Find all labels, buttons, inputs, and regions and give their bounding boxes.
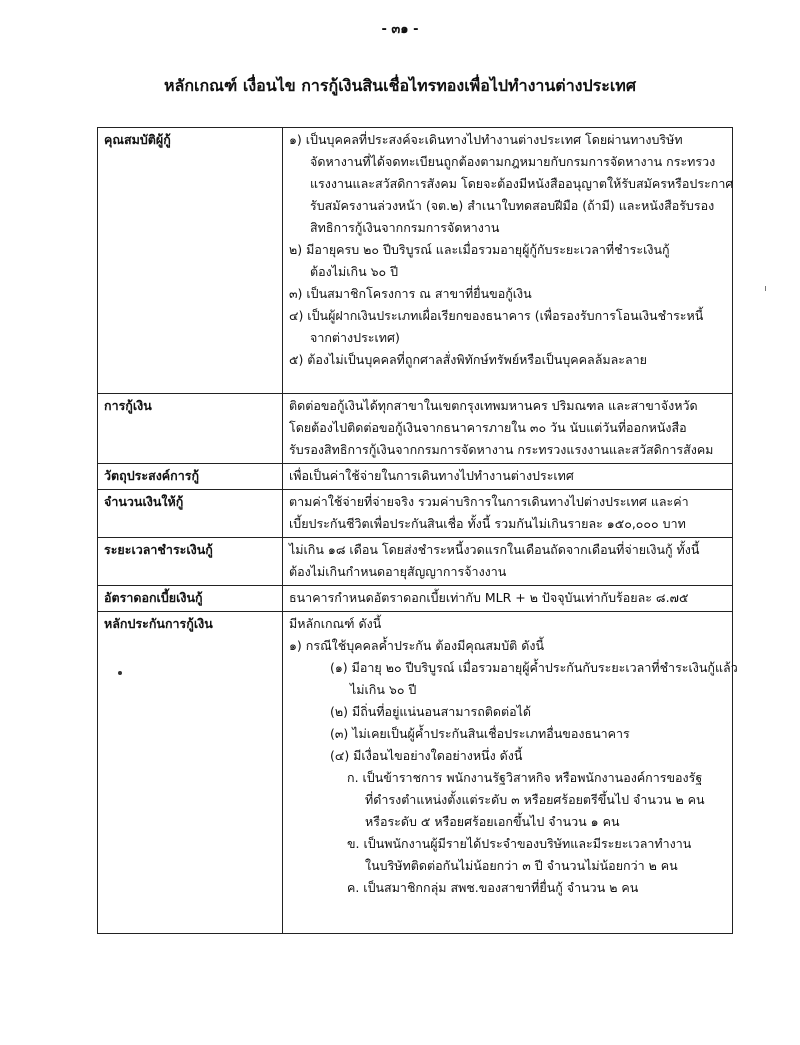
collateral-line: (๑) มีอายุ ๒๐ ปีบริบูรณ์ เมื่อรวมอายุผู้ค้ำประกันกับระยะเวลาที่ชำระเงินกู้แล้ว <box>330 660 738 675</box>
qualification-line: จัดหางานที่ได้จดทะเบียนถูกต้องตามกฎหมายกับกรมการจัดหางาน กระทรวง <box>310 154 716 169</box>
row-label: หลักประกันการกู้เงิน <box>98 612 283 934</box>
loan-line: รับรองสิทธิการกู้เงินจากกรมการจัดหางาน กระทรวงแรงงานและสวัสดิการสังคม <box>289 442 714 457</box>
table-row <box>98 586 733 612</box>
collateral-line: (๔) มีเงื่อนไขอย่างใดอย่างหนึ่ง ดังนี้ <box>330 748 523 763</box>
qualification-line: ๕) ต้องไม่เป็นบุคคลที่ถูกศาลสั่งพิทักษ์ทรัพย์หรือเป็นบุคคลล้มละลาย <box>289 352 647 367</box>
qualification-line: ต้องไม่เกิน ๖๐ ปี <box>310 264 399 279</box>
page-number: - ๓๑ - <box>381 22 419 37</box>
row-label: จำนวนเงินให้กู้ <box>98 490 283 538</box>
rate-line: ธนาคารกำหนดอัตราดอกเบี้ยเท่ากับ MLR + ๒ ปัจจุบันเท่ากับร้อยละ ๘.๗๕ <box>289 590 689 605</box>
qualification-line: แรงงานและสวัสดิการสังคม โดยจะต้องมีหนังสืออนุญาตให้รับสมัครหรือประกาศ <box>310 176 734 191</box>
collateral-line: ที่ดำรงตำแหน่งตั้งแต่ระดับ ๓ หรือยศร้อยตรีขึ้นไป จำนวน ๒ คน <box>365 792 705 807</box>
row-label: วัตถุประสงค์การกู้ <box>98 464 283 490</box>
collateral-line: ก. เป็นข้าราชการ พนักงานรัฐวิสาหกิจ หรือพนักงานองค์การของรัฐ <box>347 770 703 785</box>
term-line: ไม่เกิน ๑๘ เดือน โดยส่งชำระหนี้งวดแรกในเดือนถัดจากเดือนที่จ่ายเงินกู้ ทั้งนี้ <box>289 542 700 557</box>
collateral-line: มีหลักเกณฑ์ ดังนี้ <box>289 616 382 631</box>
scan-speck <box>118 671 122 675</box>
qualification-line: สิทธิการกู้เงินจากกรมการจัดหางาน <box>310 220 500 235</box>
row-label: ระยะเวลาชำระเงินกู้ <box>98 538 283 586</box>
amount-line: เบี้ยประกันชีวิตเพื่อประกันสินเชื่อ ทั้งนี้ รวมกันไม่เกินรายละ ๑๕๐,๐๐๐ บาท <box>289 516 686 531</box>
row-content <box>283 128 733 394</box>
row-label: อัตราดอกเบี้ยเงินกู้ <box>98 586 283 612</box>
table-row <box>98 394 733 464</box>
row-content <box>283 586 733 612</box>
page-title: หลักเกณฑ์ เงื่อนไข การกู้เงินสินเชื่อไทรทองเพื่อไปทำงานต่างประเทศ <box>163 76 637 95</box>
loan-line: ติดต่อขอกู้เงินได้ทุกสาขาในเขตกรุงเทพมหานคร ปริมณฑล และสาขาจังหวัด <box>289 398 698 413</box>
loan-criteria-table <box>97 127 738 934</box>
collateral-line: ๑) กรณีใช้บุคคลค้ำประกัน ต้องมีคุณสมบัติ ดังนี้ <box>289 638 544 653</box>
collateral-line: ค. เป็นสมาชิกกลุ่ม สพช.ของสาขาที่ยื่นกู้ จำนวน ๒ คน <box>347 880 639 895</box>
loan-line: โดยต้องไปติดต่อขอกู้เงินจากธนาคารภายใน ๓๐ วัน นับแต่วันที่ออกหนังสือ <box>289 420 687 435</box>
table-row <box>98 128 733 394</box>
row-content <box>283 464 733 490</box>
table-row <box>98 612 733 934</box>
purpose-line: เพื่อเป็นค่าใช้จ่ายในการเดินทางไปทำงานต่างประเทศ <box>289 468 574 483</box>
scan-mark <box>765 286 766 291</box>
qualification-line: จากต่างประเทศ) <box>310 330 400 345</box>
qualification-line: ๓) เป็นสมาชิกโครงการ ณ สาขาที่ยื่นขอกู้เงิน <box>289 286 532 301</box>
row-content <box>283 490 733 538</box>
collateral-line: ข. เป็นพนักงานผู้มีรายได้ประจำของบริษัทและมีระยะเวลาทำงาน <box>347 836 692 851</box>
table-row <box>98 464 733 490</box>
term-line: ต้องไม่เกินกำหนดอายุสัญญาการจ้างงาน <box>289 564 507 579</box>
row-content <box>283 538 733 586</box>
collateral-line: ในบริษัทติดต่อกันไม่น้อยกว่า ๓ ปี จำนวนไม่น้อยกว่า ๒ คน <box>365 858 678 873</box>
row-label: คุณสมบัติผู้กู้ <box>98 128 283 394</box>
collateral-line: (๓) ไม่เคยเป็นผู้ค้ำประกันสินเชื่อประเภทอื่นของธนาคาร <box>330 726 630 741</box>
qualification-line: ๔) เป็นผู้ฝากเงินประเภทเผื่อเรียกของธนาคาร (เพื่อรองรับการโอนเงินชำระหนี้ <box>289 308 704 323</box>
collateral-line: (๒) มีถิ่นที่อยู่แน่นอนสามารถติดต่อได้ <box>330 704 532 719</box>
amount-line: ตามค่าใช้จ่ายที่จ่ายจริง รวมค่าบริการในการเดินทางไปต่างประเทศ และค่า <box>289 494 689 509</box>
qualification-line: รับสมัครงานล่วงหน้า (จต.๒) สำเนาใบทดสอบฝีมือ (ถ้ามี) และหนังสือรับรอง <box>310 198 715 213</box>
row-content <box>283 394 733 464</box>
collateral-line: ไม่เกิน ๖๐ ปี <box>350 682 417 697</box>
row-label: การกู้เงิน <box>98 394 283 464</box>
qualification-line: ๑) เป็นบุคคลที่ประสงค์จะเดินทางไปทำงานต่างประเทศ โดยผ่านทางบริษัท <box>289 132 683 147</box>
qualification-line: ๒) มีอายุครบ ๒๐ ปีบริบูรณ์ และเมื่อรวมอายุผู้กู้กับระยะเวลาที่ชำระเงินกู้ <box>289 242 670 257</box>
table-row <box>98 538 733 586</box>
table-row <box>98 490 733 538</box>
row-content <box>283 612 738 934</box>
collateral-line: หรือระดับ ๕ หรือยศร้อยเอกขึ้นไป จำนวน ๑ คน <box>365 814 620 829</box>
